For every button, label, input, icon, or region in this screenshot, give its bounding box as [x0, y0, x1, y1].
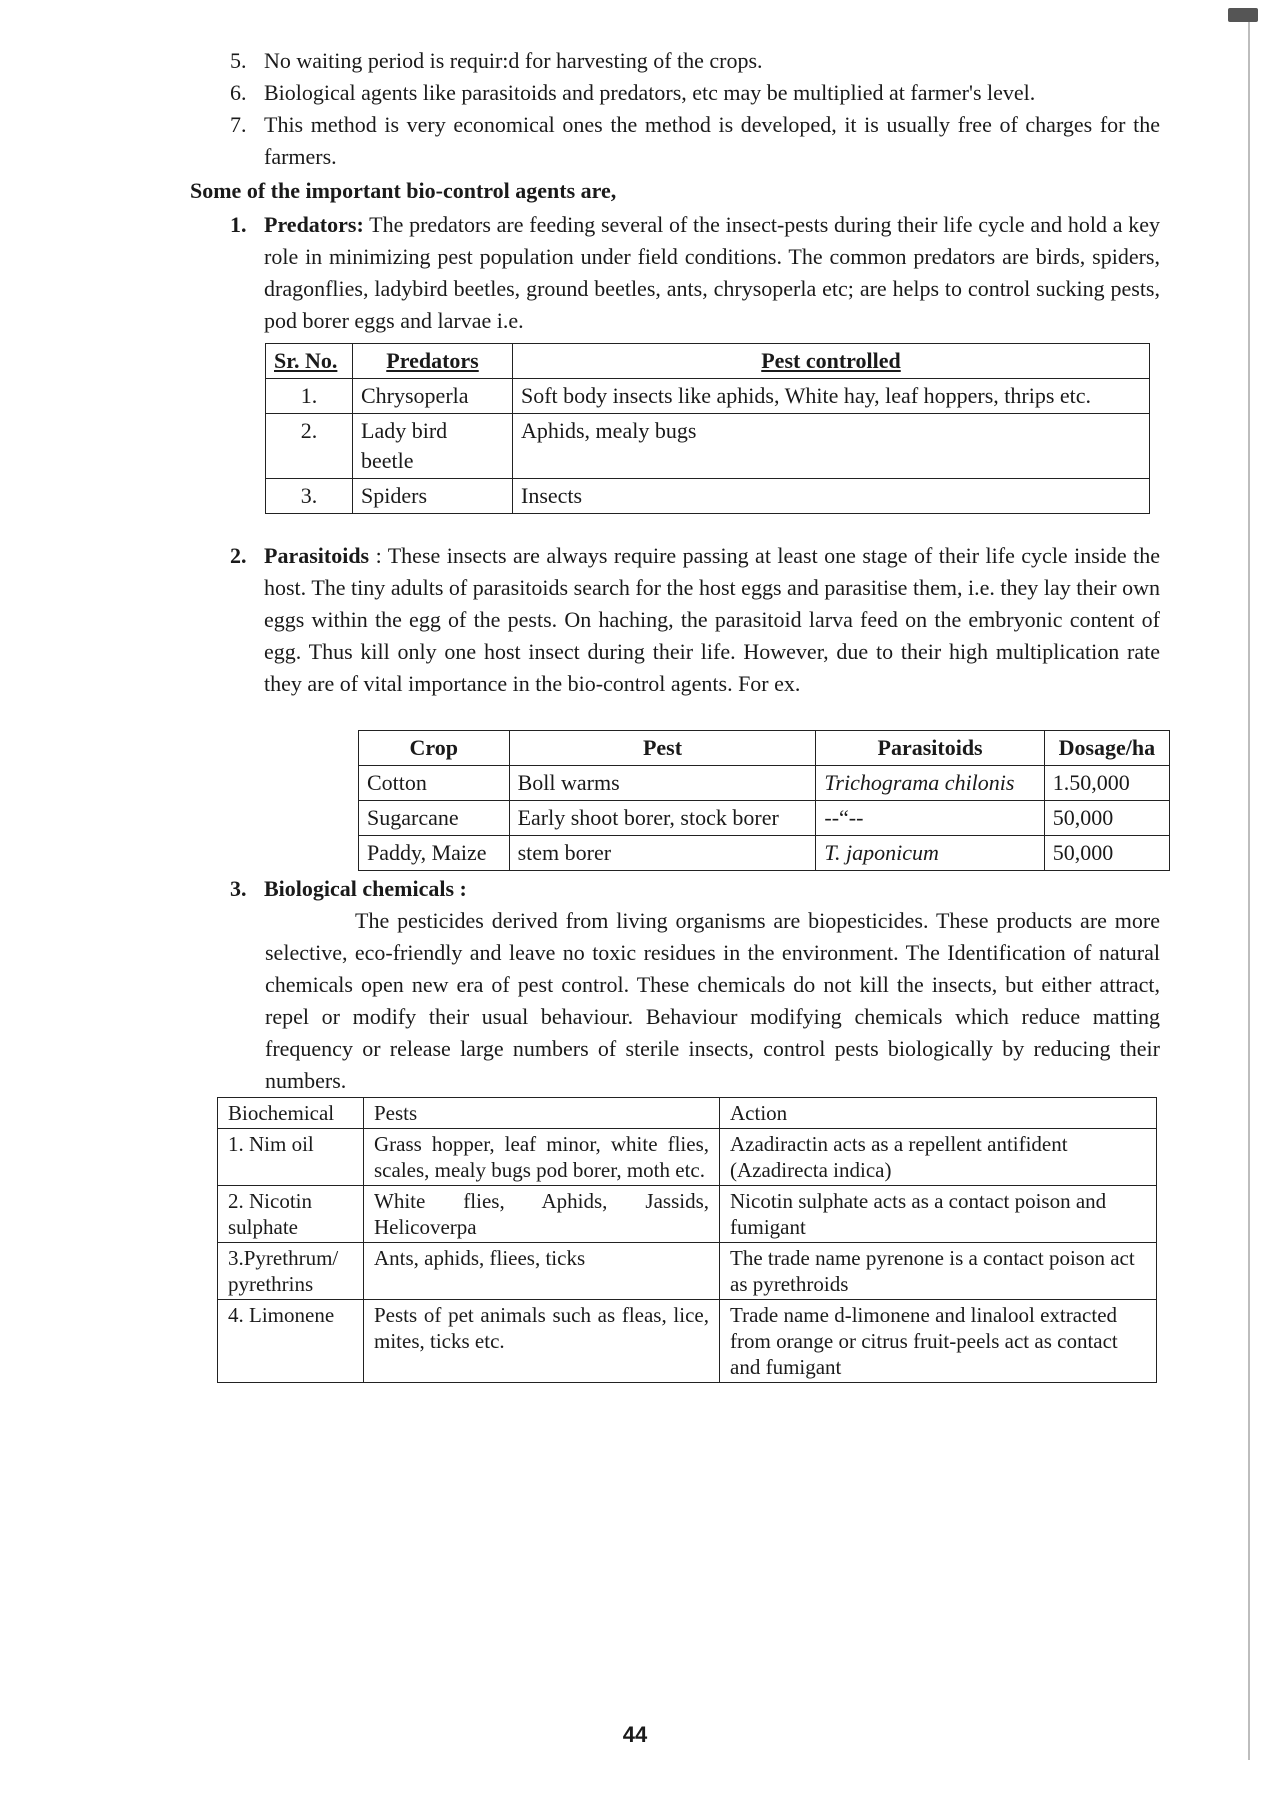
table-header-cell: Pest controlled [513, 344, 1150, 379]
table-cell: Nicotin sulphate acts as a contact poison and fumigant [720, 1186, 1157, 1243]
section-number: 1. [230, 212, 247, 237]
table-cell: 50,000 [1044, 836, 1169, 871]
table-row [359, 801, 1170, 836]
table-cell: --“-- [816, 801, 1044, 836]
section-parasitoids [230, 540, 1160, 700]
agents-heading: Some of the important bio-control agents are, [190, 178, 617, 203]
page-edge-line [1248, 20, 1250, 1760]
table-cell: 3. [266, 479, 353, 514]
table-row [266, 479, 1150, 514]
table-header-cell: Biochemical [218, 1098, 364, 1129]
table-header-cell: Dosage/ha [1044, 731, 1169, 766]
section-body: : These insects are always require passing at least one stage of their life cycle inside the host. The tiny adults of parasitoids search for the host eggs and parasitise them, i.e. they lay their own eggs within the egg of the pests. On haching, the parasitoid larva feed on the embryonic content of egg. Thus kill only one host insect during their life. However, due to their high multiplication rate they are of vital importance in the bio-control agents. For ex. [264, 543, 1161, 696]
section-text [264, 209, 1160, 337]
page-content [190, 45, 1160, 1383]
table-row [218, 1186, 1157, 1243]
table-cell: White flies, Aphids, Jassids, Helicoverpa [364, 1186, 720, 1243]
table-cell: Chrysoperla [353, 379, 513, 414]
table-row [218, 1300, 1157, 1383]
page-number: 44 [622, 1722, 648, 1747]
table-cell: Early shoot borer, stock borer [509, 801, 816, 836]
table-cell: 1. [266, 379, 353, 414]
table-cell: Ants, aphids, fliees, ticks [364, 1243, 720, 1300]
table-header-cell: Action [720, 1098, 1157, 1129]
table-cell: T. japonicum [816, 836, 1044, 871]
table-cell: 1.50,000 [1044, 766, 1169, 801]
table-header-row [266, 344, 1150, 379]
item-number: 7. [230, 112, 247, 137]
section-number: 2. [230, 543, 247, 568]
list-item [230, 109, 1160, 173]
table-row [359, 766, 1170, 801]
table-header-row [218, 1098, 1157, 1129]
table-row [218, 1129, 1157, 1186]
table-header-cell: Sr. No. [266, 344, 353, 379]
table-cell: Paddy, Maize [359, 836, 510, 871]
table-header-row [359, 731, 1170, 766]
list-item [230, 45, 1160, 77]
section-title: Biological chemicals : [264, 876, 467, 901]
section-body: The pesticides derived from living organisms are biopesticides. These products are more selective, eco-friendly and leave no toxic residues in the environment. The Identification of natural chemicals open new era of pest control. These chemicals do not kill the insects, but either attract, repel or modify their usual behaviour. Behaviour modifying chemicals which reduce matting frequency or release large numbers of sterile insects, control pests biologically by reducing their numbers. [265, 908, 1160, 1093]
table-row [266, 414, 1150, 479]
page-edge-mark [1228, 8, 1258, 22]
item-text: Biological agents like parasitoids and predators, etc may be multiplied at farmer's level. [264, 80, 1036, 105]
table-header-cell: Pest [509, 731, 816, 766]
table-cell: 2. [266, 414, 353, 479]
table-header-cell: Crop [359, 731, 510, 766]
table-cell: Grass hopper, leaf minor, white flies, scales, mealy bugs pod borer, moth etc. [364, 1129, 720, 1186]
section-body: The predators are feeding several of the insect-pests during their life cycle and hold a key role in minimizing pest population under field conditions. The common predators are birds, spiders, dragonflies, ladybird beetles, ground beetles, ants, chrysoperla etc; are helps to control sucking pests, pod borer eggs and larvae i.e. [264, 212, 1160, 333]
table-row [218, 1243, 1157, 1300]
table-cell: 50,000 [1044, 801, 1169, 836]
section-number: 3. [230, 876, 247, 901]
table-cell: Spiders [353, 479, 513, 514]
table-header-cell: Predators [353, 344, 513, 379]
table-cell: The trade name pyrenone is a contact poison act as pyrethroids [720, 1243, 1157, 1300]
item-text: No waiting period is requir:d for harvesting of the crops. [264, 48, 763, 73]
item-number: 6. [230, 80, 247, 105]
section-text [264, 540, 1160, 700]
section-biochemicals [230, 873, 1160, 905]
table-cell: 2. Nicotin sulphate [218, 1186, 364, 1243]
table-cell: Sugarcane [359, 801, 510, 836]
item-number: 5. [230, 48, 247, 73]
list-item [230, 77, 1160, 109]
table-cell: Insects [513, 479, 1150, 514]
table-cell: 4. Limonene [218, 1300, 364, 1383]
table-row [266, 379, 1150, 414]
table-cell: Azadiractin acts as a repellent antifident (Azadirecta indica) [720, 1129, 1157, 1186]
table-cell: stem borer [509, 836, 816, 871]
section-predators [230, 209, 1160, 337]
table-cell: Trichograma chilonis [816, 766, 1044, 801]
table-cell: Cotton [359, 766, 510, 801]
item-text: This method is very economical ones the method is developed, it is usually free of charges for the farmers. [264, 112, 1160, 169]
table-cell: Boll warms [509, 766, 816, 801]
section-title: Predators: [264, 212, 364, 237]
table-cell: 1. Nim oil [218, 1129, 364, 1186]
table-row [359, 836, 1170, 871]
table-header-cell: Pests [364, 1098, 720, 1129]
parasitoids-table [358, 730, 1170, 871]
predators-table [265, 343, 1150, 514]
table-cell: Pests of pet animals such as fleas, lice, mites, ticks etc. [364, 1300, 720, 1383]
table-cell: Soft body insects like aphids, White hay, leaf hoppers, thrips etc. [513, 379, 1150, 414]
table-cell: 3.Pyrethrum/ pyrethrins [218, 1243, 364, 1300]
section-title: Parasitoids [264, 543, 370, 568]
table-cell: Lady bird beetle [353, 414, 513, 479]
table-header-cell: Parasitoids [816, 731, 1044, 766]
table-cell: Trade name d-limonene and linalool extracted from orange or citrus fruit-peels act as contact and fumigant [720, 1300, 1157, 1383]
table-cell: Aphids, mealy bugs [513, 414, 1150, 479]
biochemicals-table [217, 1097, 1157, 1383]
